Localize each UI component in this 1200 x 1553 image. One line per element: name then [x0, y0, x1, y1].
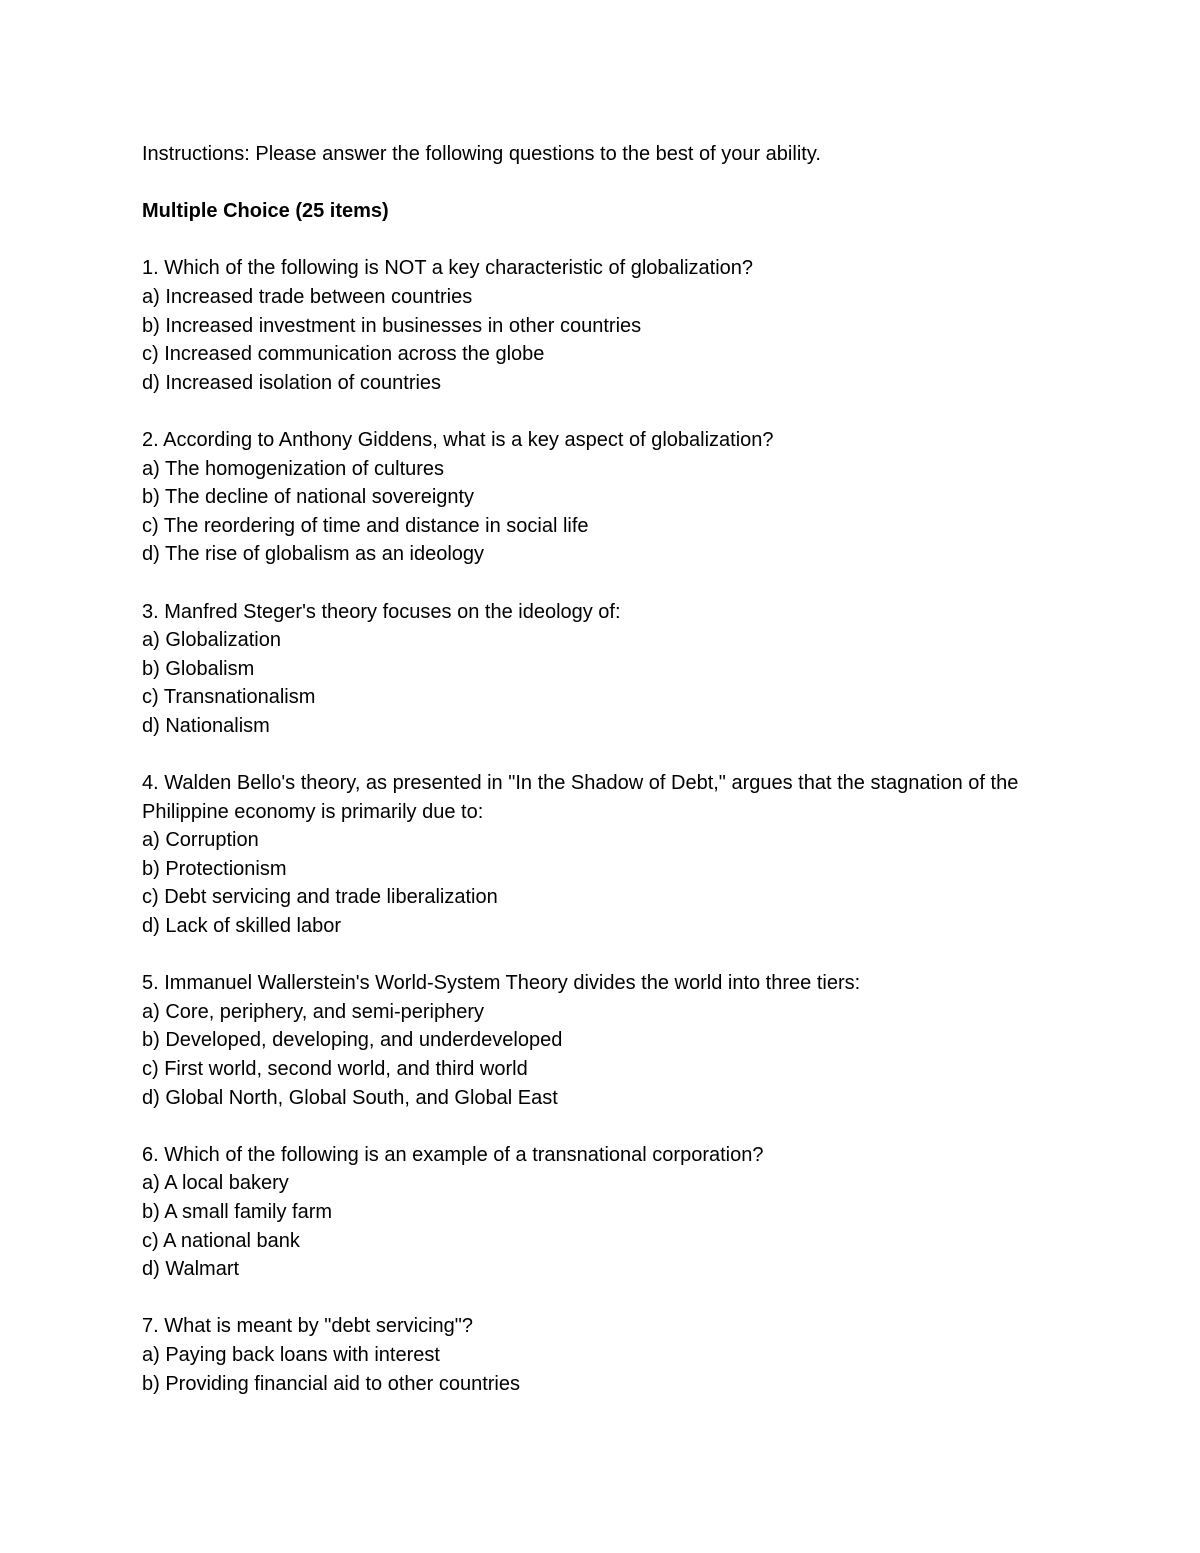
answer-option: b) A small family farm	[142, 1200, 333, 1223]
answer-option: b) Providing financial aid to other countries	[142, 1372, 520, 1395]
answer-option: a) Paying back loans with interest	[142, 1343, 440, 1366]
answer-option: c) Debt servicing and trade liberalization	[142, 886, 498, 909]
question-text: 3. Manfred Steger's theory focuses on the ideology of:	[142, 600, 621, 623]
question-block-3	[142, 598, 1072, 741]
answer-option: c) Transnationalism	[142, 686, 316, 709]
answer-option: c) Increased communication across the globe	[142, 343, 545, 366]
answer-option: b) The decline of national sovereignty	[142, 486, 475, 509]
section-title: Multiple Choice (25 items)	[142, 200, 389, 223]
answer-option: d) Lack of skilled labor	[142, 915, 341, 938]
question-text: 6. Which of the following is an example of a transnational corporation?	[142, 1143, 764, 1166]
question-block-5	[142, 969, 1072, 1112]
instructions-text: Instructions: Please answer the following questions to the best of your ability.	[142, 143, 821, 165]
answer-option: a) A local bakery	[142, 1172, 289, 1195]
answer-option: c) First world, second world, and third world	[142, 1058, 528, 1080]
answer-option: a) Globalization	[142, 629, 281, 652]
question-block-1	[142, 254, 1072, 397]
answer-option: b) Globalism	[142, 657, 255, 680]
answer-option: a) Corruption	[142, 829, 259, 852]
question-block-6	[142, 1141, 1072, 1284]
answer-option: a) The homogenization of cultures	[142, 457, 445, 480]
question-text: 1. Which of the following is NOT a key characteristic of globalization?	[142, 257, 754, 280]
answer-option: a) Core, periphery, and semi-periphery	[142, 1000, 485, 1023]
question-block-7	[142, 1312, 1072, 1398]
question-text: 2. According to Anthony Giddens, what is a key aspect of globalization?	[142, 428, 774, 451]
question-text: 4. Walden Bello's theory, as presented in "In the Shadow of Debt," argues that the stagnation of the Philippine economy is primarily due to:	[142, 772, 1019, 823]
document-page	[142, 140, 1072, 1427]
answer-option: b) Protectionism	[142, 857, 287, 880]
answer-option: c) A national bank	[142, 1229, 300, 1252]
question-text: 5. Immanuel Wallerstein's World-System Theory divides the world into three tiers:	[142, 972, 861, 995]
answer-option: b) Increased investment in businesses in other countries	[142, 314, 642, 337]
spacer	[142, 226, 1072, 255]
answer-option: d) The rise of globalism as an ideology	[142, 543, 485, 566]
question-block-2	[142, 426, 1072, 569]
answer-option: d) Global North, Global South, and Global East	[142, 1086, 558, 1109]
question-text: 7. What is meant by "debt servicing"?	[142, 1315, 474, 1338]
answer-option: b) Developed, developing, and underdeveloped	[142, 1029, 563, 1052]
spacer	[142, 169, 1072, 198]
answer-option: d) Nationalism	[142, 714, 270, 737]
answer-option: c) The reordering of time and distance in social life	[142, 514, 589, 537]
answer-option: d) Walmart	[142, 1258, 240, 1281]
answer-option: a) Increased trade between countries	[142, 285, 473, 308]
question-block-4	[142, 769, 1072, 941]
answer-option: d) Increased isolation of countries	[142, 371, 442, 394]
